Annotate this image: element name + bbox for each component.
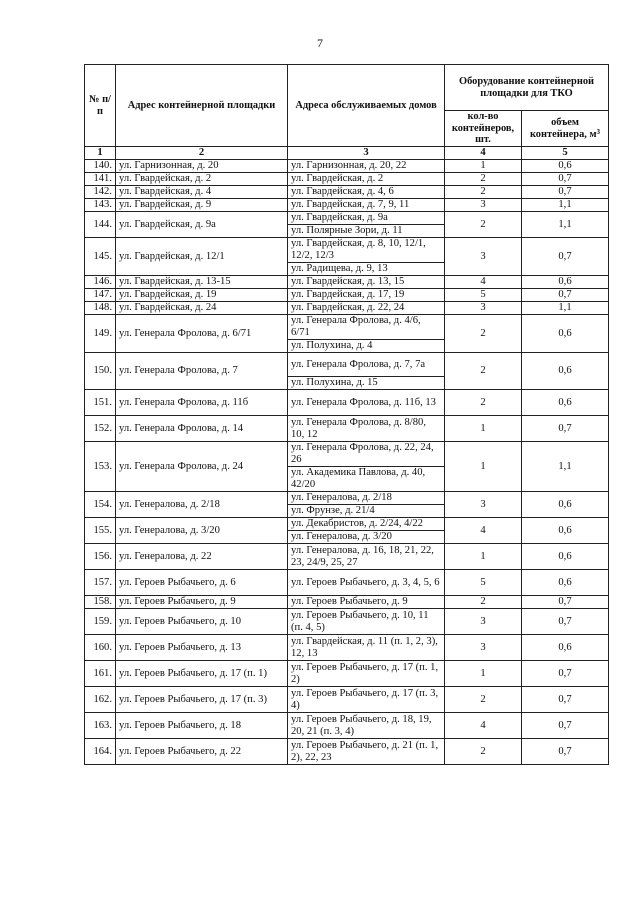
row-number: 155.: [85, 518, 116, 544]
served-house-address: ул. Генерала Фролова, д. 8/80, 10, 12: [288, 416, 445, 442]
site-address: ул. Героев Рыбачьего, д. 17 (п. 3): [116, 687, 288, 713]
container-count: 2: [445, 186, 522, 199]
served-house-address: ул. Академика Павлова, д. 40, 42/20: [288, 467, 445, 492]
table-row: [85, 276, 609, 289]
container-volume: 1,1: [522, 442, 609, 492]
container-count: 5: [445, 570, 522, 596]
site-address: ул. Гвардейская, д. 12/1: [116, 238, 288, 276]
row-number: 163.: [85, 713, 116, 739]
container-volume: 0,6: [522, 160, 609, 173]
container-count: 1: [445, 442, 522, 492]
row-number: 162.: [85, 687, 116, 713]
container-count: 5: [445, 289, 522, 302]
site-address: ул. Гвардейская, д. 19: [116, 289, 288, 302]
container-count: 1: [445, 416, 522, 442]
site-address: ул. Генерала Фролова, д. 7: [116, 353, 288, 390]
header-served-houses: Адреса обслуживаемых домов: [288, 65, 445, 147]
served-house-address: ул. Гвардейская, д. 22, 24: [288, 302, 445, 315]
served-house-address: ул. Героев Рыбачьего, д. 21 (п. 1, 2), 22, 23: [288, 739, 445, 765]
row-number: 152.: [85, 416, 116, 442]
container-volume: 0,7: [522, 596, 609, 609]
table-row: [85, 544, 609, 570]
site-address: ул. Генерала Фролова, д. 24: [116, 442, 288, 492]
site-address: ул. Гвардейская, д. 9: [116, 199, 288, 212]
column-number: 5: [522, 147, 609, 160]
site-address: ул. Героев Рыбачьего, д. 13: [116, 635, 288, 661]
table-row: [85, 289, 609, 302]
site-address: ул. Героев Рыбачьего, д. 18: [116, 713, 288, 739]
served-house-address: ул. Декабристов, д. 2/24, 4/22: [288, 518, 445, 531]
table-row: [85, 199, 609, 212]
served-house-address: ул. Героев Рыбачьего, д. 17 (п. 3, 4): [288, 687, 445, 713]
container-volume: 0,7: [522, 238, 609, 276]
page-number: 7: [317, 36, 323, 50]
container-volume: 0,7: [522, 713, 609, 739]
served-house-address: ул. Полухина, д. 4: [288, 340, 445, 353]
container-count: 4: [445, 276, 522, 289]
row-number: 161.: [85, 661, 116, 687]
column-numbers-row: [85, 147, 609, 160]
header-equipment: Оборудование контейнерной площадки для ТКО: [445, 65, 609, 111]
row-number: 150.: [85, 353, 116, 390]
site-address: ул. Гвардейская, д. 9а: [116, 212, 288, 238]
container-count: 4: [445, 713, 522, 739]
site-address: ул. Генералова, д. 3/20: [116, 518, 288, 544]
site-address: ул. Героев Рыбачьего, д. 6: [116, 570, 288, 596]
container-volume: 1,1: [522, 212, 609, 238]
table-row: [85, 596, 609, 609]
site-address: ул. Героев Рыбачьего, д. 17 (п. 1): [116, 661, 288, 687]
table-row: [85, 186, 609, 199]
table-row: [85, 442, 609, 467]
served-house-address: ул. Гвардейская, д. 7, 9, 11: [288, 199, 445, 212]
container-volume: 0,6: [522, 570, 609, 596]
table-row: [85, 609, 609, 635]
row-number: 146.: [85, 276, 116, 289]
site-address: ул. Героев Рыбачьего, д. 9: [116, 596, 288, 609]
container-volume: 0,7: [522, 186, 609, 199]
served-house-address: ул. Генерала Фролова, д. 4/6, 6/71: [288, 315, 445, 340]
table-row: [85, 739, 609, 765]
served-house-address: ул. Полярные Зори, д. 11: [288, 225, 445, 238]
served-house-address: ул. Героев Рыбачьего, д. 3, 4, 5, 6: [288, 570, 445, 596]
served-house-address: ул. Героев Рыбачьего, д. 9: [288, 596, 445, 609]
site-address: ул. Гвардейская, д. 4: [116, 186, 288, 199]
container-count: 2: [445, 739, 522, 765]
served-house-address: ул. Гвардейская, д. 17, 19: [288, 289, 445, 302]
table-body: [85, 160, 609, 765]
served-house-address: ул. Героев Рыбачьего, д. 10, 11 (п. 4, 5): [288, 609, 445, 635]
table-row: [85, 173, 609, 186]
container-volume: 0,7: [522, 739, 609, 765]
row-number: 147.: [85, 289, 116, 302]
served-house-address: ул. Генералова, д. 16, 18, 21, 22, 23, 24/9, 25, 27: [288, 544, 445, 570]
container-count: 3: [445, 609, 522, 635]
row-number: 151.: [85, 390, 116, 416]
row-number: 144.: [85, 212, 116, 238]
site-address: ул. Генерала Фролова, д. 11б: [116, 390, 288, 416]
row-number: 160.: [85, 635, 116, 661]
row-number: 141.: [85, 173, 116, 186]
table-row: [85, 492, 609, 505]
site-address: ул. Героев Рыбачьего, д. 10: [116, 609, 288, 635]
row-number: 164.: [85, 739, 116, 765]
table-row: [85, 635, 609, 661]
site-address: ул. Гарнизонная, д. 20: [116, 160, 288, 173]
row-number: 148.: [85, 302, 116, 315]
served-house-address: ул. Генералова, д. 2/18: [288, 492, 445, 505]
column-number: 4: [445, 147, 522, 160]
served-house-address: ул. Гарнизонная, д. 20, 22: [288, 160, 445, 173]
table-header: [85, 65, 609, 160]
container-volume: 0,6: [522, 492, 609, 518]
row-number: 153.: [85, 442, 116, 492]
container-volume: 0,6: [522, 544, 609, 570]
row-number: 159.: [85, 609, 116, 635]
row-number: 149.: [85, 315, 116, 353]
site-address: ул. Генералова, д. 22: [116, 544, 288, 570]
container-volume: 0,6: [522, 635, 609, 661]
header-container-volume: [522, 111, 609, 147]
header-container-count: кол-во контейнеров, шт.: [445, 111, 522, 147]
container-count: 3: [445, 635, 522, 661]
container-count: 2: [445, 390, 522, 416]
served-house-address: ул. Генерала Фролова, д. 7, 7а: [288, 353, 445, 377]
served-house-address: ул. Гвардейская, д. 13, 15: [288, 276, 445, 289]
served-house-address: ул. Героев Рыбачьего, д. 17 (п. 1, 2): [288, 661, 445, 687]
site-address: ул. Гвардейская, д. 24: [116, 302, 288, 315]
row-number: 154.: [85, 492, 116, 518]
container-volume: 0,7: [522, 687, 609, 713]
column-number: 2: [116, 147, 288, 160]
container-volume: 0,7: [522, 609, 609, 635]
table-row: [85, 353, 609, 377]
container-count: 3: [445, 302, 522, 315]
container-volume: 0,6: [522, 353, 609, 390]
container-volume: 0,7: [522, 173, 609, 186]
container-count: 3: [445, 199, 522, 212]
site-address: ул. Гвардейская, д. 13-15: [116, 276, 288, 289]
site-address: ул. Героев Рыбачьего, д. 22: [116, 739, 288, 765]
table-row: [85, 416, 609, 442]
row-number: 158.: [85, 596, 116, 609]
container-count: 2: [445, 353, 522, 390]
container-count: 2: [445, 212, 522, 238]
served-house-address: ул. Фрунзе, д. 21/4: [288, 505, 445, 518]
column-number: 1: [85, 147, 116, 160]
site-address: ул. Генерала Фролова, д. 14: [116, 416, 288, 442]
served-house-address: ул. Гвардейская, д. 11 (п. 1, 2, 3), 12, 13: [288, 635, 445, 661]
table-row: [85, 687, 609, 713]
header-number: № п/п: [85, 65, 116, 147]
row-number: 140.: [85, 160, 116, 173]
served-house-address: ул. Героев Рыбачьего, д. 18, 19, 20, 21 (п. 3, 4): [288, 713, 445, 739]
container-count: 4: [445, 518, 522, 544]
container-volume: 0,6: [522, 518, 609, 544]
table-row: [85, 315, 609, 340]
header-site-address: Адрес контейнерной площадки: [116, 65, 288, 147]
row-number: 145.: [85, 238, 116, 276]
container-count: 2: [445, 596, 522, 609]
site-address: ул. Генерала Фролова, д. 6/71: [116, 315, 288, 353]
container-count: 1: [445, 661, 522, 687]
container-volume: 0,6: [522, 315, 609, 353]
table-row: [85, 570, 609, 596]
served-house-address: ул. Гвардейская, д. 8, 10, 12/1, 12/2, 12/3: [288, 238, 445, 263]
row-number: 157.: [85, 570, 116, 596]
table-row: [85, 713, 609, 739]
served-house-address: ул. Полухина, д. 15: [288, 377, 445, 390]
table-row: [85, 238, 609, 263]
container-count: 3: [445, 492, 522, 518]
site-address: ул. Гвардейская, д. 2: [116, 173, 288, 186]
container-count: 1: [445, 544, 522, 570]
row-number: 142.: [85, 186, 116, 199]
row-number: 156.: [85, 544, 116, 570]
column-number: 3: [288, 147, 445, 160]
table-row: [85, 160, 609, 173]
container-volume: 0,7: [522, 289, 609, 302]
table-row: [85, 212, 609, 225]
container-volume: 1,1: [522, 302, 609, 315]
container-count: 2: [445, 687, 522, 713]
container-volume: 1,1: [522, 199, 609, 212]
served-house-address: ул. Радищева, д. 9, 13: [288, 263, 445, 276]
table-row: [85, 302, 609, 315]
container-count: 3: [445, 238, 522, 276]
table-row: [85, 390, 609, 416]
site-address: ул. Генералова, д. 2/18: [116, 492, 288, 518]
container-count: 1: [445, 160, 522, 173]
served-house-address: ул. Генерала Фролова, д. 11б, 13: [288, 390, 445, 416]
container-volume: 0,7: [522, 416, 609, 442]
served-house-address: ул. Генерала Фролова, д. 22, 24, 26: [288, 442, 445, 467]
container-volume: 0,6: [522, 276, 609, 289]
container-volume: 0,6: [522, 390, 609, 416]
row-number: 143.: [85, 199, 116, 212]
container-volume: 0,7: [522, 661, 609, 687]
container-count: 2: [445, 315, 522, 353]
table-row: [85, 518, 609, 531]
container-count: 2: [445, 173, 522, 186]
served-house-address: ул. Генералова, д. 3/20: [288, 531, 445, 544]
served-house-address: ул. Гвардейская, д. 9а: [288, 212, 445, 225]
container-sites-table: [84, 64, 609, 765]
header-volume-text: объем контейнера, м: [529, 117, 597, 140]
served-house-address: ул. Гвардейская, д. 2: [288, 173, 445, 186]
table-row: [85, 661, 609, 687]
header-volume-sup: 3: [596, 127, 601, 136]
served-house-address: ул. Гвардейская, д. 4, 6: [288, 186, 445, 199]
